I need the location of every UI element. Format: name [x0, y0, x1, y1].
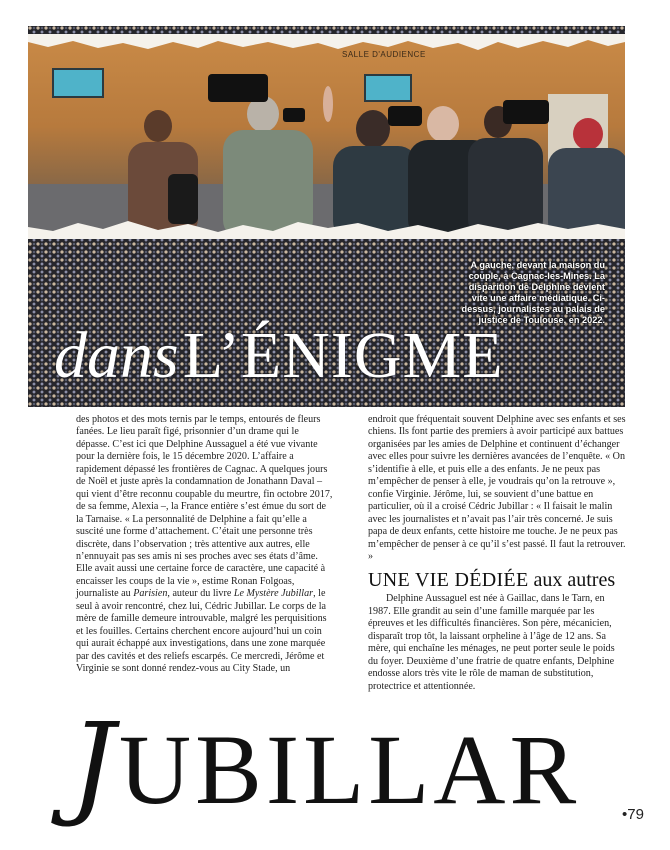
- jubillar-title: [70, 700, 580, 830]
- article-paragraph: [76, 414, 334, 676]
- article-paragraph: Delphine Aussaguel est née à Gaillac, dans le Tarn, en 1987. Elle grandit au sein d’une famille marquée par les épreuves et les difficultés financières. Son père, mécanicien, disparaît trop tôt, la laissant orpheline à l’âge de 12 ans. Sa mère, qui enchaîne les ménages, ne peut porter seule le poids du foyer. Deuxième d’une fratrie de quatre enfants, Delphine endosse alors très vite le rôle de maman de substitution, protectrice et attentionnée.: [368, 593, 615, 692]
- paragraph-text: des photos et des mots ternis par le temps, entourés de fleurs fanées. Le lieu paraît figé, prisonnier d’un drame qui le dépasse. C’est ici que Delphine Aussaguel a été vue vivante pour la dernière fois, le 15 décembre 2020. L’affaire a rapidement dépassé les frontières de Cagnac. A quelques jours de Noël et juste après la condamnation de Jonathann Daval – qui vient d’être reconnu coupable du meurtre, fin octobre 2017, de sa femme, Alexia –, la France entière s’est émue du sort de la Tarnaise. « La personnalité de Delphine a fait qu’elle a suscité une forme d’attachement. C’était une personne très discrète, dans l’observation ; très attentive aux autres, elle n’ennuyait pas ses amis ni ses proches avec ses états d’âme. Elle avait aussi une certaine force de caractère, une capacité à encaisser les coups de la vie », estime Ronan Folgoas, journaliste au: [76, 414, 333, 600]
- paragraph-text: , le seul à avoir rencontré, chez lui, Cédric Jubillar. Le corps de la mère de famille demeure introuvable, malgré les perquisitions et les fouilles. Certains cherchent encore aujourd’hui un coin qui aurait échappé aux investigations, dans une zone marquée par des cavités et des reliefs escarpés. Ce mercredi, Jérôme et Virginie se sont donné rendez-vous au City Stade, un: [76, 588, 327, 675]
- courtroom-press-photo: [28, 34, 625, 239]
- article-paragraph: endroit que fréquentait souvent Delphine avec ses enfants et ses chiens. Ils font partie des premiers à avoir participé aux battues organisées par les amies de Delphine et continuent d’échanger avec elles pour suivre les dernières avancées de l’enquête. « On s’identifie à elle, et puis elle a des enfants. Je ne peux pas m’empêcher de penser à elle, je voudrais qu’on la retrouve », confie Virginie. Jérôme, lui, se souvient d’une battue en particulier, où il a croisé Cédric Jubillar : « Il faisait le malin avec les journalistes et n’avait pas l’air très concerné. Je suis papa de deux enfants, cette histoire me touche. Je ne peux pas m’empêcher de penser à ce qu’il s’est passé. Il faut la retrouver. »: [368, 414, 626, 562]
- torn-paper-top-edge: [28, 34, 625, 54]
- courtroom-sign: SALLE D'AUDIENCE: [342, 50, 426, 59]
- book-title: Le Mystère Jubillar: [233, 588, 314, 600]
- photo-caption: A gauche, devant la maison du couple, à Cagnac-les-Mines. La disparition de Delphine devient vite une affaire médiatique. Ci-dessus, journalistes au palais de justice de Toulouse, en 2022.: [461, 260, 605, 325]
- title-initial: J: [70, 700, 119, 830]
- headline-part-dans: dans: [54, 319, 179, 392]
- journalists-crowd: [28, 34, 625, 239]
- text-column-right: [368, 414, 626, 693]
- paragraph-text: , auteur du livre: [167, 588, 234, 600]
- headline-part-enigme: L’ÉNIGME: [182, 319, 504, 392]
- page-number: •79: [622, 806, 644, 823]
- text-column-left: [76, 414, 334, 676]
- torn-paper-bottom-edge: [28, 215, 625, 239]
- headline: [54, 318, 504, 394]
- title-rest: UBILLAR: [118, 714, 581, 825]
- publication-name: Parisien: [133, 588, 168, 600]
- subheading-rest: aux autres: [528, 569, 616, 592]
- section-subheading: [368, 569, 626, 591]
- subheading-caps: UNE VIE DÉDIÉE: [368, 569, 529, 592]
